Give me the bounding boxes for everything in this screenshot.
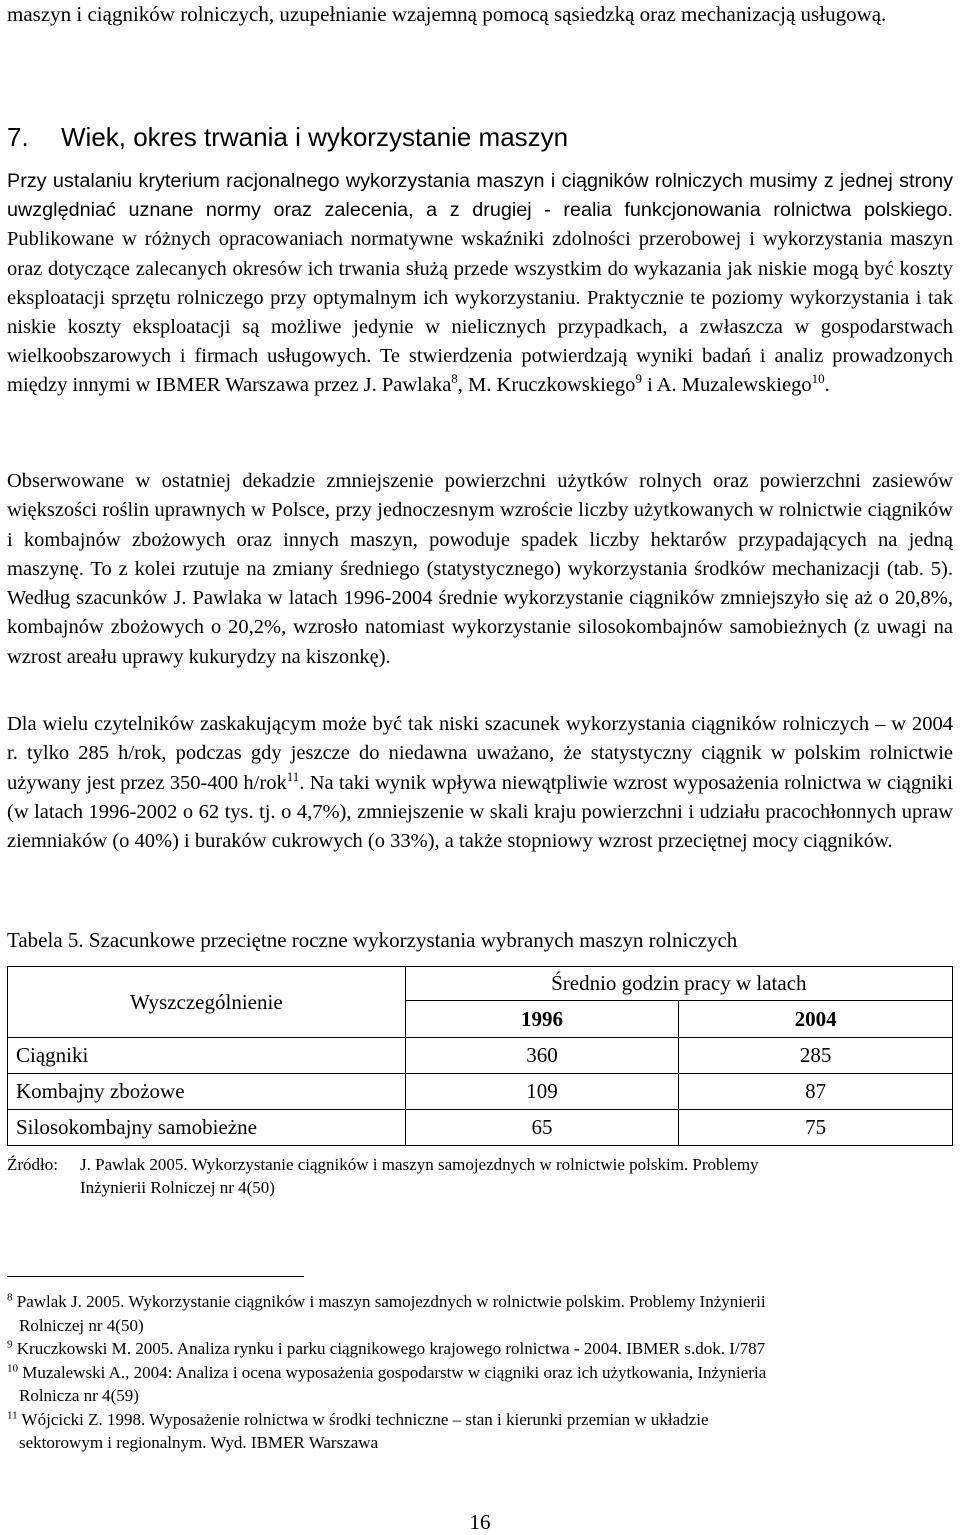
data-table [7, 966, 953, 1146]
footnote-text-continued: Rolniczej nr 4(50) [19, 1315, 144, 1335]
row-label: Kombajny zbożowe [8, 1074, 406, 1110]
table-row [8, 1074, 953, 1110]
section-title: Wiek, okres trwania i wykorzystanie maszyn [61, 122, 569, 152]
cell-1996: 109 [405, 1074, 679, 1110]
footnote-number: 10 [7, 1361, 18, 1374]
cell-2004: 87 [679, 1074, 953, 1110]
footnote-number: 8 [7, 1291, 13, 1304]
footnote-number: 11 [7, 1408, 18, 1421]
table-row [8, 1038, 953, 1074]
footnote-ref-9: 9 [635, 371, 642, 387]
paragraph-3-start: Dla wielu czytelników zaskakującym może być tak niski szacunek wykorzystania ciągników rolniczych – w 2004 r. tylko 285 h/rok, podczas gdy jeszcze do niedawna uważano, że statystyczny ciągnik w polskim rolnictwie używany jest przez 350-400 h/rok [7, 713, 953, 794]
paragraph-1-mid2: i A. Muzalewskiego [641, 374, 812, 397]
paragraph-3-end: . Na taki wynik wpływa niewątpliwie wzrost wyposażenia rolnictwa w ciągniki (w latach 1996-2002 o 62 tys. tj. o 4,7%), zmniejszenie w skali kraju powierzchni i udziału pracochłonnych upraw ziemniaków (o 40%) i buraków cukrowych (o 33%), a także stopniowy wzrost przeciętnej mocy ciągników. [7, 771, 953, 853]
footnotes [7, 1290, 953, 1455]
cell-2004: 285 [679, 1038, 953, 1074]
footnote [7, 1361, 953, 1408]
paragraph-1-body: Publikowane w różnych opracowaniach normatywne wskaźniki zdolności przerobowej i wykorzystania maszyn oraz dotyczące zalecanych okresów ich trwania służą przede wszystkim do wykazania jak niskie mogą być koszty eksploatacji sprzętu rolniczego przy optymalnym ich wykorzystaniu. Praktycznie te poziomy wykorzystania i tak niskie koszty eksploatacji są możliwe jedynie w nielicznych przypadkach, a zwłaszcza w gospodarstwach wielkoobszarowych i firmach usługowych. Te stwierdzenia potwierdzają wyniki badań i analiz prowadzonych między innymi w IBMER Warszawa przez J. Pawlaka [7, 228, 953, 397]
paragraph-2 [7, 467, 953, 672]
paragraph-1-mid1: , M. Kruczkowskiego [457, 374, 636, 397]
paragraph-2-text: Obserwowane w ostatniej dekadzie zmniejszenie powierzchni użytków rolnych oraz powierzchni zasiewów większości roślin uprawnych w Polsce, przy jednoczesnym wzroście liczby użytkowanych w rolnictwie ciągników i kombajnów zbożowych oraz innych maszyn, powoduje spadek liczby hektarów przypadających na jedną maszynę. To z kolei rzutuje na zmiany średniego (statystycznego) wykorzystania środków mechanizacji (tab. 5). Według szacunków J. Pawlaka w latach 1996-2004 średnie wykorzystanie ciągników zmniejszyło się aż o 20,8%, kombajnów zbożowych o 20,2%, wzrosło natomiast wykorzystanie silosokombajnów samobieżnych (z uwagi na wzrost areału uprawy kukurydzy na kiszonkę). [7, 470, 953, 668]
paragraph-1-intro: Przy ustalaniu kryterium racjonalnego wykorzystania maszyn i ciągników rolniczych musimy z jednej strony uwzględniać uznane normy oraz zalecenia, a z drugiej - realia funkcjonowania rolnictwa polskiego. [7, 170, 953, 222]
footnote-separator [7, 1276, 304, 1277]
page-number: 16 [469, 1510, 491, 1534]
cell-1996: 360 [405, 1038, 679, 1074]
section-number: 7. [7, 122, 29, 152]
header-year-1996: 1996 [405, 1001, 679, 1038]
cell-2004: 75 [679, 1110, 953, 1146]
paragraph-1-end: . [824, 374, 830, 397]
footnote-ref-8: 8 [451, 371, 458, 387]
footnote-ref-10: 10 [811, 371, 825, 387]
source-label: Źródło: [7, 1155, 58, 1174]
source-text: J. Pawlak 2005. Wykorzystanie ciągników i maszyn samojezdnych w rolnictwie polskim. Problemy [80, 1155, 759, 1174]
footnote-text: Wójcicki Z. 1998. Wyposażenie rolnictwa w środki techniczne – stan i kierunki przemian w układzie [21, 1409, 709, 1429]
source-text-continued: Inżynierii Rolniczej nr 4(50) [80, 1178, 275, 1197]
footnote [7, 1290, 953, 1337]
section-heading [7, 121, 953, 153]
footnote-text: Muzalewski A., 2004: Analiza i ocena wyposażenia gospodarstw w ciągniki oraz ich użytkowania, Inżynieria [22, 1362, 767, 1382]
header-label: Wyszczególnienie [8, 967, 406, 1038]
footnote-text-continued: sektorowym i regionalnym. Wyd. IBMER Warszawa [19, 1433, 379, 1452]
paragraph-3 [7, 710, 953, 856]
footnote-ref-11: 11 [286, 768, 300, 784]
footnote-text-continued: Rolnicza nr 4(59) [19, 1386, 139, 1405]
cell-1996: 65 [405, 1110, 679, 1146]
table-row [8, 1110, 953, 1146]
paragraph-1 [7, 167, 953, 401]
header-year-2004: 2004 [679, 1001, 953, 1038]
footnote-text: Kruczkowski M. 2005. Analiza rynku i parku ciągnikowego krajowego rolnictwa - 2004. IBMER s.dok. I/787 [16, 1339, 766, 1358]
table-source [7, 1153, 953, 1199]
header-span: Średnio godzin pracy w latach [405, 967, 952, 1001]
continued-paragraph: maszyn i ciągników rolniczych, uzupełnianie wzajemną pomocą sąsiedzką oraz mechanizacją usługową. [7, 2, 887, 26]
footnote [7, 1337, 953, 1361]
row-label: Silosokombajny samobieżne [8, 1110, 406, 1146]
footnote-text: Pawlak J. 2005. Wykorzystanie ciągników i maszyn samojezdnych w rolnictwie polskim. Problemy Inżynierii [16, 1292, 766, 1311]
footnote-number: 9 [7, 1338, 13, 1351]
row-label: Ciągniki [8, 1038, 406, 1074]
table-caption: Tabela 5. Szacunkowe przeciętne roczne wykorzystania wybranych maszyn rolniczych [7, 928, 738, 952]
table-header-row [8, 967, 953, 1001]
footnote [7, 1408, 953, 1455]
